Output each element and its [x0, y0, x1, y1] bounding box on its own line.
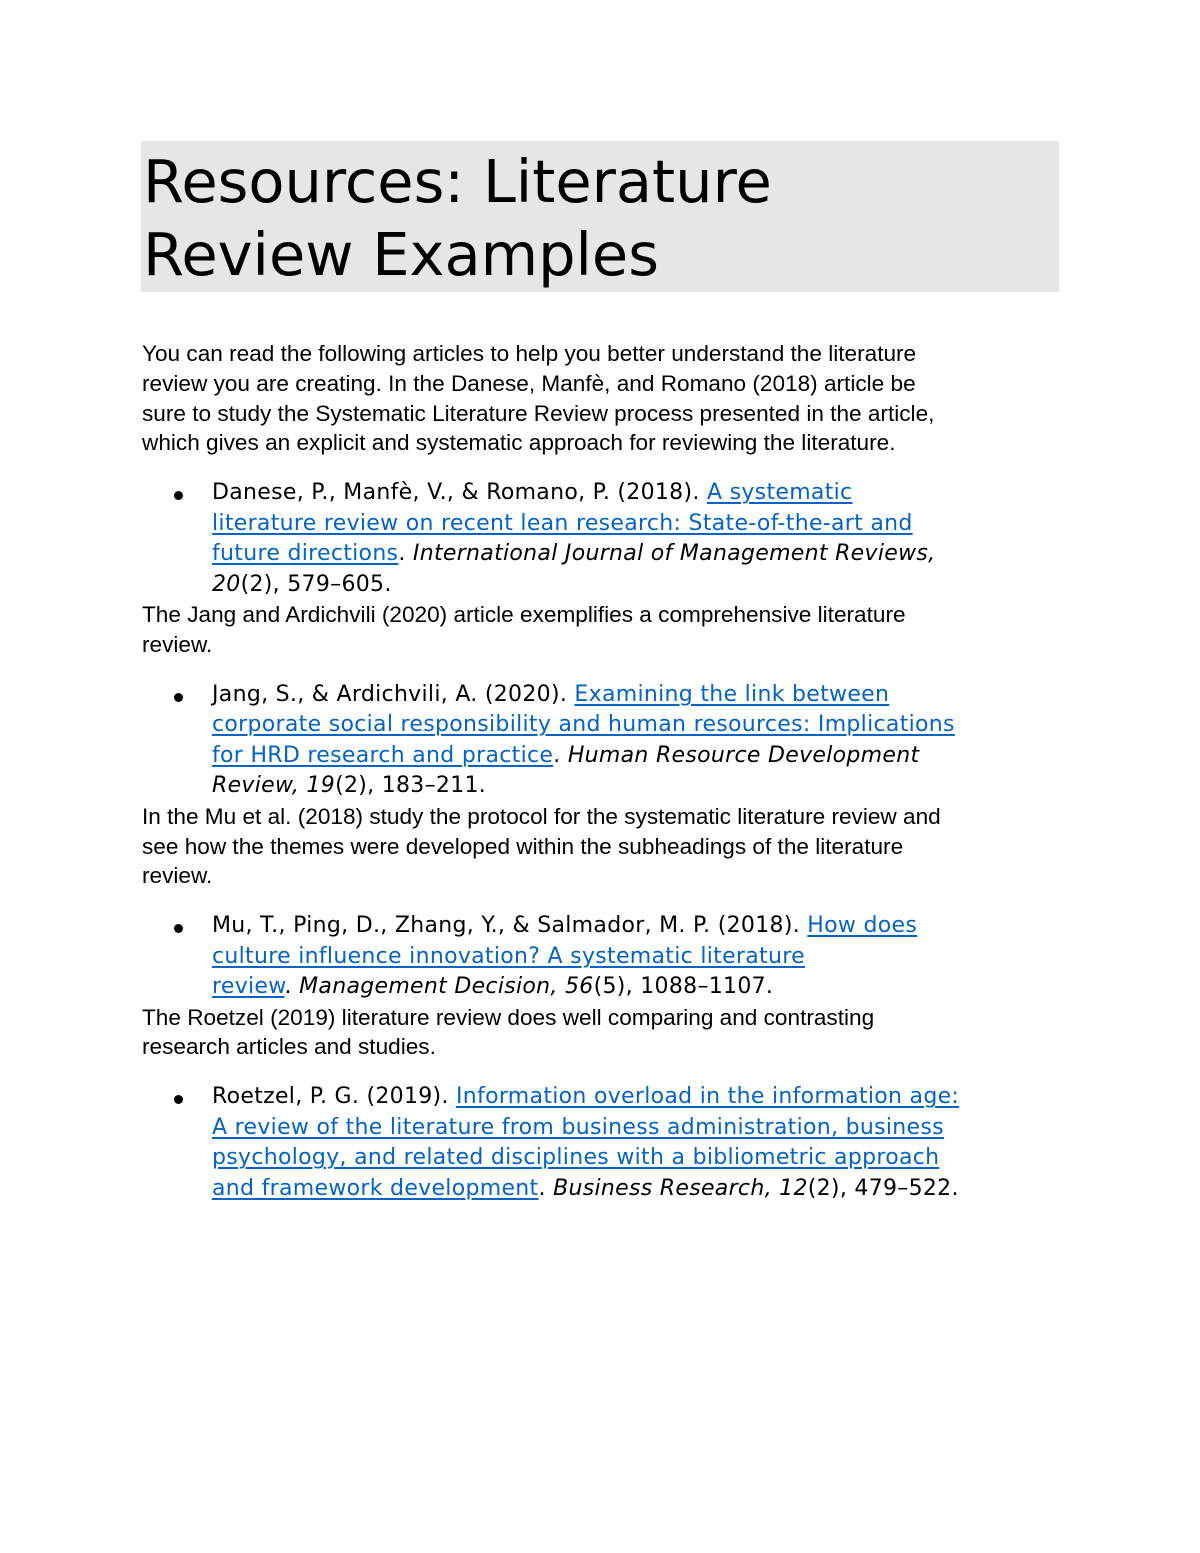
commentary-roetzel	[141, 1003, 1059, 1063]
reference-line	[212, 680, 1059, 711]
reference-link[interactable]: How does	[807, 913, 918, 939]
reference-journal: Human Resource Development	[567, 742, 920, 768]
reference-list-roetzel	[141, 1082, 1059, 1204]
reference-journal: Business Research, 12	[553, 1175, 808, 1201]
reference-line	[212, 972, 1059, 1003]
reference-journal: International Journal of Management Reviews,	[412, 541, 936, 567]
reference-line	[212, 1113, 1059, 1144]
page-title-line-2: Review Examples	[143, 220, 659, 289]
commentary-line: In the Mu et al. (2018) study the protocol for the systematic literature review and	[142, 803, 941, 829]
reference-line	[212, 1174, 1059, 1205]
reference-authors: Danese, P., Manfè, V., & Romano, P. (2018).	[212, 480, 707, 506]
reference-journal: Management Decision, 56	[299, 974, 594, 1000]
commentary-jang	[141, 600, 1059, 660]
reference-link[interactable]: review	[212, 974, 285, 1000]
reference-link[interactable]: and framework development	[212, 1175, 539, 1201]
intro-line: sure to study the Systematic Literature Review process presented in the article,	[142, 400, 935, 426]
commentary-line: research articles and studies.	[142, 1034, 436, 1060]
reference-line	[212, 771, 1059, 802]
document-page	[141, 141, 1059, 1204]
reference-volume: Review, 19	[212, 773, 336, 799]
reference-item	[141, 680, 1059, 802]
page-title-line-1: Resources: Literature	[143, 147, 772, 216]
reference-link[interactable]: psychology, and related disciplines with a bibliometric approach	[212, 1145, 940, 1171]
reference-punct: .	[538, 1175, 554, 1201]
bullet-icon	[174, 491, 183, 500]
reference-punct: .	[398, 541, 413, 567]
reference-line	[212, 478, 1059, 509]
reference-link[interactable]: Information overload in the information age:	[456, 1084, 960, 1110]
reference-pages: (2), 579–605.	[240, 571, 392, 597]
reference-link[interactable]: future directions	[212, 541, 399, 567]
bullet-icon	[174, 1095, 183, 1104]
reference-punct: .	[553, 742, 568, 768]
commentary-line: review.	[142, 863, 213, 889]
bullet-icon	[174, 693, 183, 702]
commentary-line: review.	[142, 631, 213, 657]
reference-line	[212, 509, 1059, 540]
reference-link[interactable]: A review of the literature from business administration, business	[212, 1114, 944, 1140]
reference-list-mu	[141, 911, 1059, 1003]
reference-authors: Mu, T., Ping, D., Zhang, Y., & Salmador, M. P. (2018).	[212, 913, 808, 939]
reference-volume: 20	[212, 571, 241, 597]
reference-item	[141, 1082, 1059, 1204]
reference-line	[212, 710, 1059, 741]
reference-line	[212, 539, 1059, 570]
commentary-mu	[141, 802, 1059, 891]
intro-paragraph	[141, 339, 1059, 458]
reference-link[interactable]: A systematic	[706, 480, 853, 506]
reference-pages: (2), 479–522.	[807, 1175, 959, 1201]
reference-item	[141, 478, 1059, 600]
commentary-line: The Roetzel (2019) literature review does well comparing and contrasting	[142, 1004, 875, 1030]
reference-link[interactable]: culture influence innovation? A systematic literature	[212, 943, 805, 969]
reference-pages: (2), 183–211.	[335, 773, 487, 799]
reference-line	[212, 1082, 1059, 1113]
title-banner	[141, 141, 1059, 292]
reference-list-danese	[141, 478, 1059, 600]
reference-link[interactable]: corporate social responsibility and human resources: Implications	[212, 712, 955, 738]
reference-line	[212, 570, 1059, 601]
reference-line	[212, 741, 1059, 772]
reference-punct: .	[284, 974, 300, 1000]
reference-list-jang	[141, 680, 1059, 802]
reference-authors: Jang, S., & Ardichvili, A. (2020).	[212, 681, 575, 707]
reference-link[interactable]: Examining the link between	[574, 681, 890, 707]
reference-line	[212, 911, 1059, 942]
intro-line: You can read the following articles to help you better understand the literature	[142, 341, 917, 366]
reference-line	[212, 1143, 1059, 1174]
commentary-line: The Jang and Ardichvili (2020) article exemplifies a comprehensive literature	[142, 602, 906, 628]
reference-pages: (5), 1088–1107.	[593, 974, 774, 1000]
intro-line: which gives an explicit and systematic approach for reviewing the literature.	[142, 430, 896, 456]
reference-item	[141, 911, 1059, 1003]
bullet-icon	[174, 924, 183, 933]
reference-link[interactable]: for HRD research and practice	[212, 742, 554, 768]
intro-line: review you are creating. In the Danese, Manfè, and Romano (2018) article be	[142, 370, 916, 396]
reference-authors: Roetzel, P. G. (2019).	[212, 1084, 457, 1110]
reference-line	[212, 942, 1059, 973]
commentary-line: see how the themes were developed within the subheadings of the literature	[142, 833, 904, 859]
reference-link[interactable]: literature review on recent lean research: State-of-the-art and	[212, 510, 913, 536]
